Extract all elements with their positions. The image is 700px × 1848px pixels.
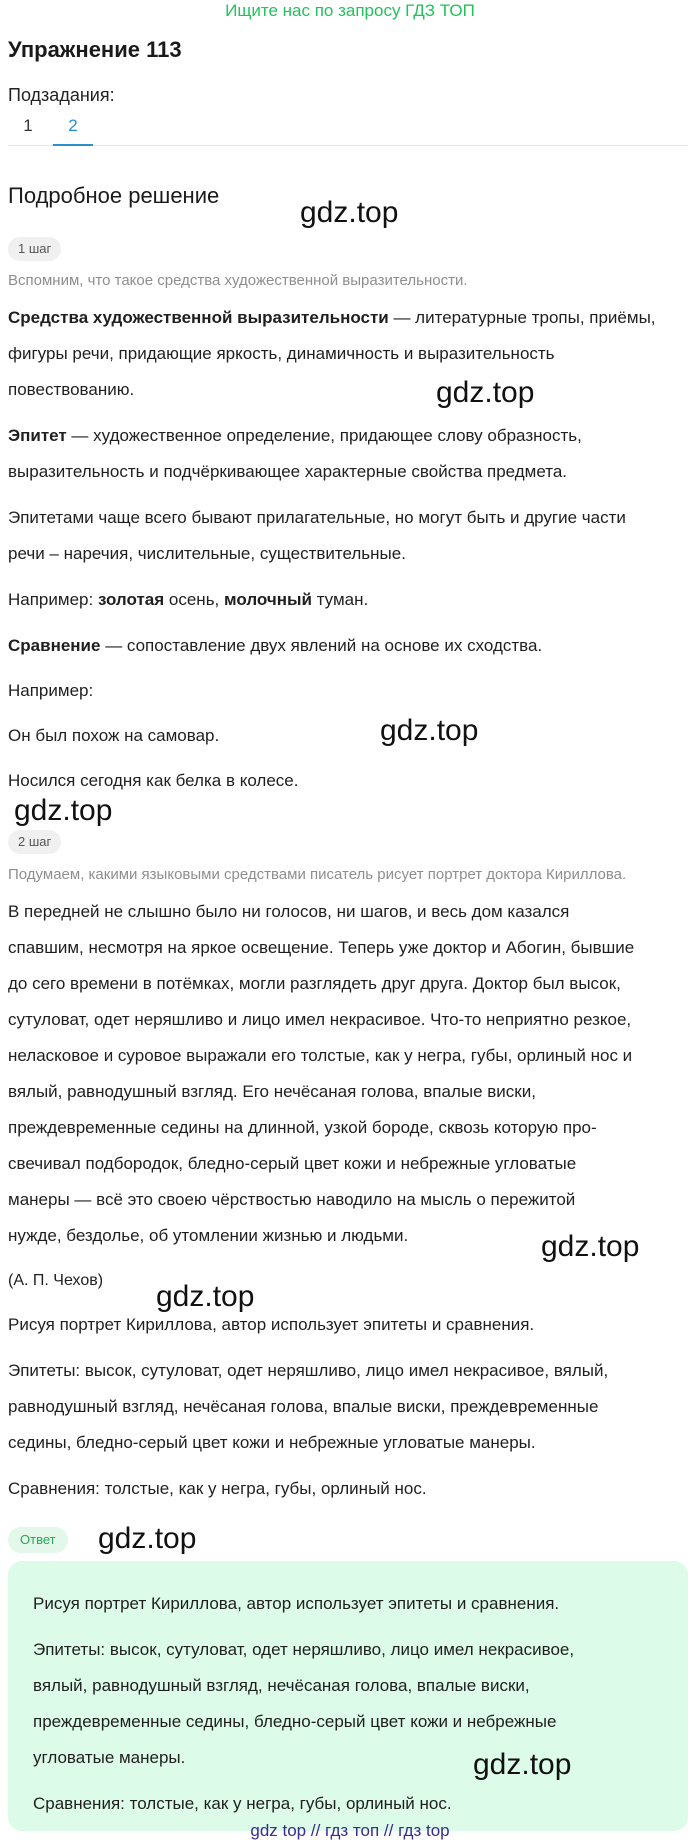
quote-line: неласковое и суровое выражали его толстые, как у негра, губы, орлиный нос и	[8, 1046, 633, 1065]
answer-badge: Ответ	[8, 1527, 68, 1553]
comparisons-list: Сравнения: толстые, как у негра, губы, орлиный нос.	[8, 1479, 427, 1498]
epithet-parts-paragraph	[8, 500, 696, 572]
comparison-definition	[8, 628, 696, 664]
definition-text-1: — литературные тропы, приёмы,	[388, 308, 656, 327]
example-prefix: Например:	[8, 590, 98, 609]
conclusion: Рисуя портрет Кириллова, автор использует эпитеты и сравнения.	[8, 1315, 535, 1334]
step-1-hint: Вспомним, что такое средства художественной выразительности.	[8, 272, 468, 289]
epithet-text-1: — художественное определение, придающее слову образность,	[66, 426, 582, 445]
watermark: gdz.top	[436, 376, 535, 409]
answer-epithets-line: преждевременные седины, бледно-серый цвет кожи и небрежные	[33, 1712, 557, 1731]
quote-line: В передней не слышно было ни голосов, ни шагов, и весь дом казался	[8, 902, 570, 921]
epithet-parts-1: Эпитетами чаще всего бывают прилагательные, но могут быть и другие части	[8, 508, 626, 527]
example-suffix: туман.	[311, 590, 369, 609]
step-2-hint: Подумаем, какими языковыми средствами писатель рисует портрет доктора Кириллова.	[8, 866, 627, 883]
quote-line: до сего времени в потёмках, могли разглядеть друг друга. Доктор был высок,	[8, 974, 621, 993]
answer-epithets-line: вялый, равнодушный взгляд, нечёсаная голова, впалые виски,	[33, 1676, 530, 1695]
example-word-1: золотая	[97, 590, 165, 609]
tab-subtask-2[interactable]: 2	[68, 116, 78, 135]
quote-author: (А. П. Чехов)	[8, 1272, 104, 1289]
example2-label: Например:	[8, 681, 94, 700]
watermark: gdz.top	[541, 1230, 640, 1263]
example-word-2: молочный	[224, 590, 312, 609]
definition-text-2: фигуры речи, придающие яркость, динамичность и выразительность	[8, 344, 555, 363]
solution-heading: Подробное решение	[8, 183, 220, 208]
answer-epithets-line: Эпитеты: высок, сутуловат, одет неряшливо, лицо имел некрасивое,	[33, 1640, 575, 1659]
tab-subtask-1[interactable]: 1	[23, 116, 33, 135]
definition-paragraph	[8, 300, 696, 408]
footer-link-3[interactable]: гдз top	[398, 1821, 450, 1840]
comparison-text: — сопоставление двух явлений на основе их сходства.	[100, 636, 543, 655]
watermark: gdz.top	[98, 1522, 197, 1555]
quote-line: манеры — всё это своею чёрствостью наводило на мысль о пережитой	[8, 1190, 576, 1209]
epithet-text-2: выразительность и подчёркивающее характерные свойства предмета.	[8, 462, 568, 481]
example2-line-1: Он был похож на самовар.	[8, 726, 220, 745]
epithet-paragraph	[8, 418, 696, 490]
quote-line: спавшим, несмотря на яркое освещение. Теперь уже доктор и Абогин, бывшие	[8, 938, 635, 957]
answer-epithets-line: угловатые манеры.	[33, 1748, 186, 1767]
epithet-example	[8, 582, 696, 618]
example2-line-2: Носился сегодня как белка в колесе.	[8, 771, 299, 790]
active-tab-indicator	[53, 144, 93, 146]
epithets-list	[8, 1353, 696, 1461]
chekhov-quote	[8, 894, 696, 1254]
watermark: gdz.top	[300, 196, 399, 229]
subtasks-label: Подзадания:	[8, 85, 115, 105]
quote-line: преждевременные седины на длинной, узкой бороде, сквозь которую про-	[8, 1118, 597, 1137]
footer-link-1[interactable]: gdz top	[250, 1821, 307, 1840]
footer-separator: //	[383, 1821, 394, 1840]
quote-line: вялый, равнодушный взгляд. Его нечёсаная голова, впалые виски,	[8, 1082, 536, 1101]
footer-links	[0, 1821, 700, 1841]
quote-line: сутуловат, одет неряшливо и лицо имел некрасивое. Что-то неприятно резкое,	[8, 1010, 632, 1029]
answer-line-1: Рисуя портрет Кириллова, автор использует эпитеты и сравнения.	[33, 1594, 560, 1613]
answer-epithets	[33, 1632, 673, 1776]
quote-line: нужде, бездолье, об утомлении жизнью и людьми.	[8, 1226, 409, 1245]
watermark: gdz.top	[380, 714, 479, 747]
epithets-line: Эпитеты: высок, сутуловат, одет неряшливо, лицо имел некрасивое, вялый,	[8, 1361, 609, 1380]
watermark: gdz.top	[156, 1280, 255, 1313]
search-banner: Ищите нас по запросу ГДЗ ТОП	[225, 1, 475, 20]
example-mid: осень,	[164, 590, 224, 609]
epithet-term: Эпитет	[8, 426, 67, 445]
epithets-line: равнодушный взгляд, нечёсаная голова, впалые виски, преждевременные	[8, 1397, 599, 1416]
comparison-term: Сравнение	[8, 636, 101, 655]
watermark: gdz.top	[473, 1748, 572, 1781]
watermark: gdz.top	[14, 794, 113, 827]
definition-text-3: повествованию.	[8, 380, 135, 399]
step-1-badge: 1 шаг	[8, 237, 61, 261]
definition-term: Средства художественной выразительности	[8, 308, 389, 327]
step-2-badge: 2 шаг	[8, 830, 61, 854]
subtask-tabs	[8, 110, 688, 146]
epithet-parts-2: речи – наречия, числительные, существительные.	[8, 544, 406, 563]
page-title: Упражнение 113	[8, 37, 182, 62]
answer-comparisons: Сравнения: толстые, как у негра, губы, орлиный нос.	[33, 1794, 452, 1813]
footer-separator: //	[310, 1821, 321, 1840]
epithets-line: седины, бледно-серый цвет кожи и небрежные угловатые манеры.	[8, 1433, 536, 1452]
quote-line: свечивал подбородок, бледно-серый цвет кожи и небрежные угловатые	[8, 1154, 577, 1173]
footer-link-2[interactable]: гдз топ	[325, 1821, 380, 1840]
